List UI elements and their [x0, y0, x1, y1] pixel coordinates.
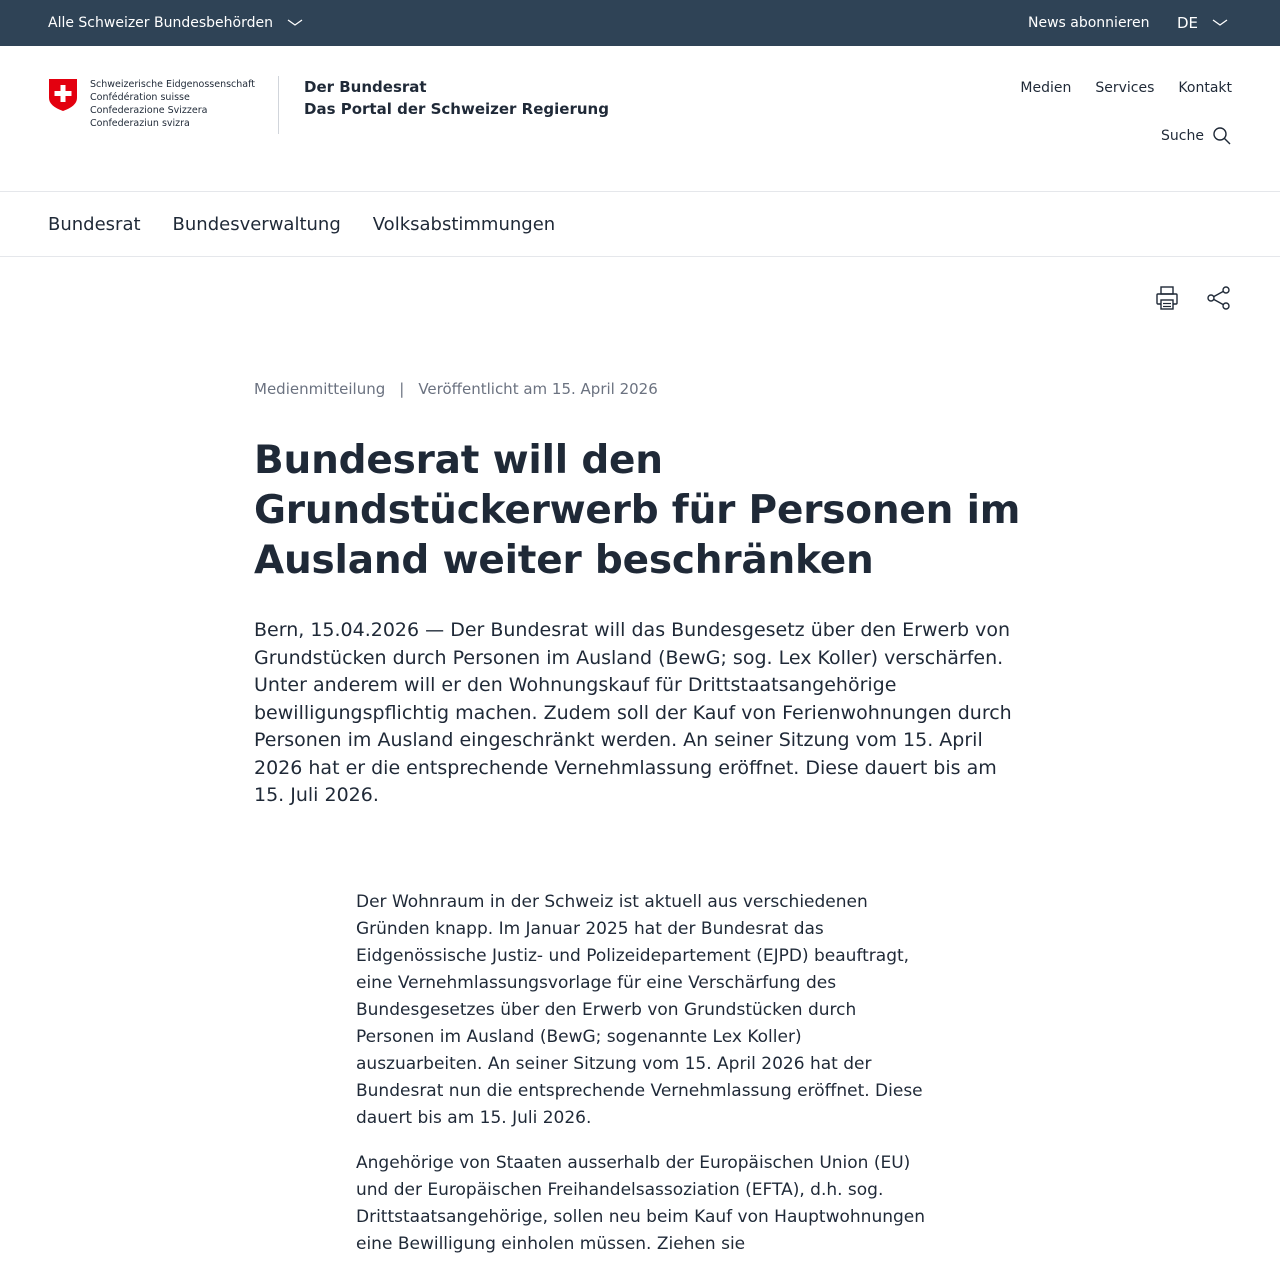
search-button[interactable]	[1161, 126, 1232, 146]
logo-line: Confederaziun svizra	[90, 118, 190, 129]
main-nav-bundesrat[interactable]: Bundesrat	[48, 213, 141, 235]
portal-subtitle: Das Portal der Schweizer Regierung	[304, 100, 609, 118]
article-title: Bundesrat will den Grundstückerwerb für Personen im Ausland weiter beschränken	[254, 438, 1021, 583]
article-type: Medienmitteilung	[254, 380, 386, 398]
all-authorities-label: Alle Schweizer Bundesbehörden	[48, 15, 273, 31]
meta-nav-services[interactable]: Services	[1095, 80, 1155, 96]
logo-line: Confederazione Svizzera	[90, 105, 208, 116]
logo-line: Confédération suisse	[90, 92, 190, 103]
portal-title: Der Bundesrat	[304, 78, 427, 96]
all-authorities-dropdown[interactable]	[48, 0, 303, 46]
article-lead: Bern, 15.04.2026 — Der Bundesrat will das Bundesgesetz über den Erwerb von Grundstücken durch Personen im Ausland (BewG; sog. Lex Koller) verschärfen. Unter anderem will er den Wohnungskauf für Drittstaatsangehörige bewilligungspflichtig machen. Zudem soll der Kauf von Ferienwohnungen durch Personen im Ausland eingeschränkt werden. An seiner Sitzung vom 15. April 2026 hat er die entsprechende Vernehmlassung eröffnet. Diese dauert bis am 15. Juli 2026.	[254, 619, 1012, 806]
article-date: Veröffentlicht am 15. April 2026	[418, 380, 658, 398]
meta-nav-medien[interactable]: Medien	[1020, 80, 1072, 96]
share-icon[interactable]	[1205, 284, 1233, 312]
language-selector[interactable]	[1177, 0, 1228, 46]
main-nav	[0, 192, 1280, 257]
logo-text	[90, 78, 255, 130]
article-meta	[254, 380, 658, 398]
chevron-down-icon	[1212, 18, 1228, 28]
print-icon[interactable]	[1153, 284, 1181, 312]
header-divider	[278, 76, 279, 134]
news-subscribe-label: News abonnieren	[1028, 15, 1150, 31]
confederation-logo[interactable]	[48, 78, 255, 130]
article-body	[356, 889, 926, 1276]
meta-nav	[1020, 80, 1232, 96]
article-paragraph: Der Wohnraum in der Schweiz ist aktuell aus verschiedenen Gründen knapp. Im Januar 2025 hat der Bundesrat das Eidgenössische Justiz- und Polizeidepartement (EJPD) beauftragt, eine Vernehmlassungsvorlage für eine Verschärfung des Bundesgesetzes über den Erwerb von Grundstücken durch Personen im Ausland (BewG; sogenannte Lex Koller) auszuarbeiten. An seiner Sitzung vom 15. April 2026 hat der Bundesrat nun die entsprechende Vernehmlassung eröffnet. Diese dauert bis am 15. Juli 2026.	[356, 892, 923, 1128]
main-nav-bundesverwaltung[interactable]: Bundesverwaltung	[172, 213, 341, 235]
logo-line: Schweizerische Eidgenossenschaft	[90, 79, 256, 90]
meta-separator: |	[399, 380, 405, 398]
chevron-down-icon	[287, 18, 303, 28]
main-nav-volksabstimmungen[interactable]: Volksabstimmungen	[372, 213, 556, 235]
news-subscribe-link[interactable]	[1028, 0, 1150, 46]
site-header	[0, 46, 1280, 192]
search-label: Suche	[1161, 128, 1204, 144]
meta-nav-kontakt[interactable]: Kontakt	[1178, 80, 1232, 96]
search-icon	[1212, 126, 1232, 146]
article-paragraph: Angehörige von Staaten ausserhalb der Europäischen Union (EU) und der Europäischen Freihandelsassoziation (EFTA), d.h. sog. Drittstaatsangehörige, sollen neu beim Kauf von Hauptwohnungen eine Bewilligung einholen müssen. Ziehen sie	[356, 1153, 926, 1254]
portal-title-link[interactable]	[304, 76, 609, 120]
top-bar	[0, 0, 1280, 46]
language-label: DE	[1177, 14, 1199, 32]
swiss-flag-icon	[48, 78, 78, 112]
